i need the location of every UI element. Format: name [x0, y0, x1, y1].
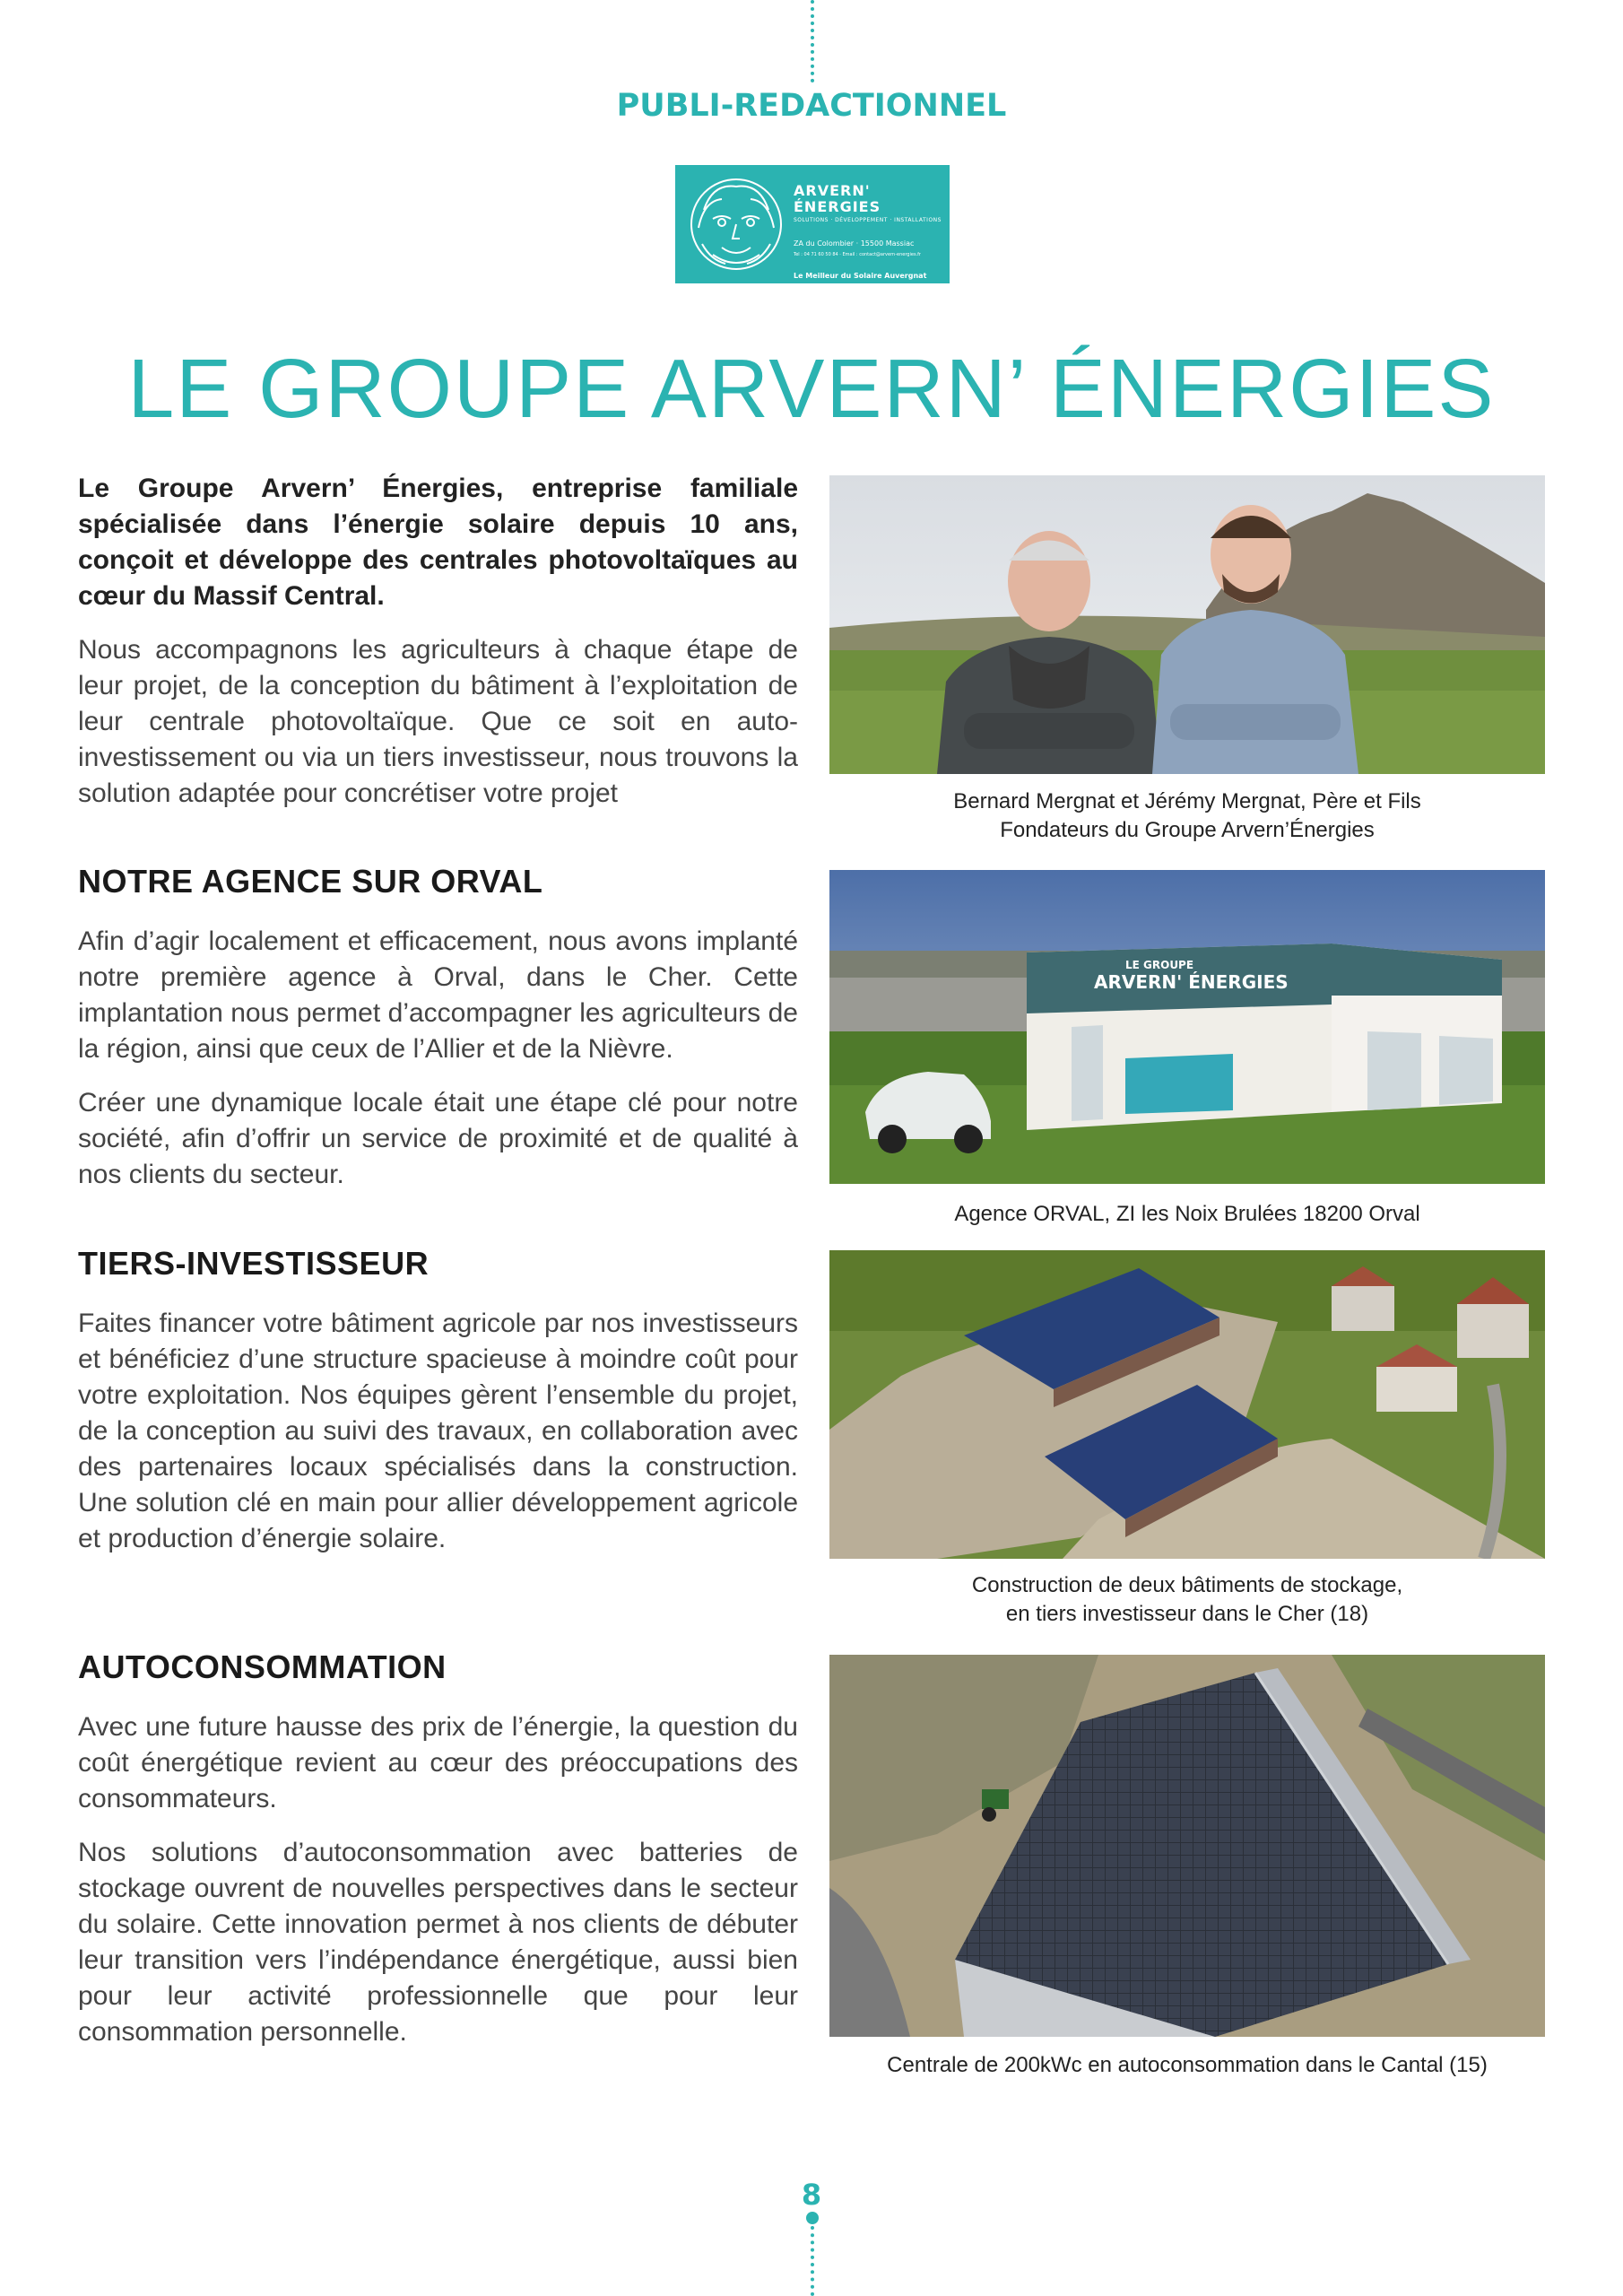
- section-tiers-investisseur: [78, 1245, 798, 1557]
- section-paragraph: Avec une future hausse des prix de l’énergie, la question du coût énergétique revient au cœur des préoccupations des consommateurs.: [78, 1712, 798, 1813]
- page-dot: [806, 2212, 819, 2224]
- logo-name: ARVERN' ÉNERGIES: [794, 182, 881, 215]
- caption-line: Construction de deux bâtiments de stockage,: [971, 1573, 1403, 1597]
- section-paragraph: Créer une dynamique locale était une étape clé pour notre société, afin d’offrir un service de proximité et de qualité à nos clients du secteur.: [78, 1088, 798, 1189]
- intro-lead: Le Groupe Arvern’ Énergies, entreprise familiale spécialisée dans l’énergie solaire depuis 10 ans, conçoit et développe des centrales photovoltaïques au cœur du Massif Central.: [78, 474, 798, 611]
- agency-sign-line: LE GROUPE: [1125, 959, 1194, 971]
- green-man-logo-icon: [686, 174, 786, 274]
- caption-line: Centrale de 200kWc en autoconsommation dans le Cantal (15): [887, 2053, 1488, 2077]
- logo-contact: Tel : 04 71 60 50 84 · Email : contact@arvern-energies.fr: [794, 252, 921, 257]
- page-number: 8: [801, 2178, 822, 2212]
- intro-body: Nous accompagnons les agriculteurs à chaque étape de leur projet, de la conception du bâtiment à l’exploitation de leur centrale photovoltaïque. Que ce soit en auto-investissement ou via un tiers investisseur, nous trouvons la solution adaptée pour concrétiser votre projet: [78, 635, 798, 808]
- section-paragraph: Faites financer votre bâtiment agricole par nos investisseurs et bénéficiez d’une structure spacieuse à moindre coût pour votre exploitation. Nos équipes gèrent l’ensemble du projet, de la conception au suivi des travaux, en collaboration avec des partenaires locaux spécialisés dans la construction. Une solution clé en main pour allier développement agricole et production d’énergie solaire.: [78, 1309, 798, 1553]
- section-heading: AUTOCONSOMMATION: [78, 1648, 447, 1685]
- section-autoconsommation: [78, 1648, 798, 2050]
- section-heading: NOTRE AGENCE SUR ORVAL: [78, 863, 543, 900]
- storage-buildings-photo: [829, 1250, 1545, 1559]
- agency-photo: [829, 870, 1545, 1184]
- photo-caption: [829, 1200, 1545, 1229]
- caption-line: Fondateurs du Groupe Arvern’Énergies: [1000, 818, 1375, 842]
- photo-caption: [829, 787, 1545, 845]
- caption-line: en tiers investisseur dans le Cher (18): [1005, 1602, 1369, 1626]
- caption-line: Bernard Mergnat et Jérémy Mergnat, Père et Fils: [953, 789, 1421, 813]
- intro-block: [78, 471, 798, 812]
- agency-sign-line: ARVERN' ÉNERGIES: [1094, 971, 1289, 993]
- logo-address: ZA du Colombier · 15500 Massiac: [794, 239, 915, 248]
- solar-plant-photo: [829, 1655, 1545, 2037]
- photo-caption: [829, 1571, 1545, 1629]
- logo-slogan: Le Meilleur du Solaire Auvergnat: [794, 272, 927, 280]
- section-paragraph: Afin d’agir localement et efficacement, nous avons implanté notre première agence à Orval, dans le Cher. Cette implantation nous permet d’accompagner les agriculteurs de la région, ainsi que ceux de l’Allier et de la Nièvre.: [78, 926, 798, 1064]
- section-orval: [78, 863, 798, 1193]
- founders-photo: [829, 475, 1545, 774]
- top-dotted-line: [811, 0, 818, 83]
- section-heading: TIERS-INVESTISSEUR: [78, 1245, 430, 1282]
- photo-caption: [829, 2051, 1545, 2080]
- section-paragraph: Nos solutions d’autoconsommation avec batteries de stockage ouvrent de nouvelles perspectives dans le secteur du solaire. Cette innovation permet à nos clients de débuter leur transition vers l’indépendance énergétique, aussi bien pour leur activité professionnelle que pour leur consommation personnelle.: [78, 1838, 798, 2047]
- page-title: LE GROUPE ARVERN’ ÉNERGIES: [127, 342, 1496, 435]
- logo-tagline: SOLUTIONS · DÉVELOPPEMENT · INSTALLATIONS: [794, 217, 942, 223]
- caption-line: Agence ORVAL, ZI les Noix Brulées 18200 Orval: [954, 1202, 1420, 1226]
- company-logo: [675, 165, 950, 283]
- section-label: PUBLI-REDACTIONNEL: [616, 88, 1007, 124]
- bottom-dotted-line: [811, 2226, 818, 2296]
